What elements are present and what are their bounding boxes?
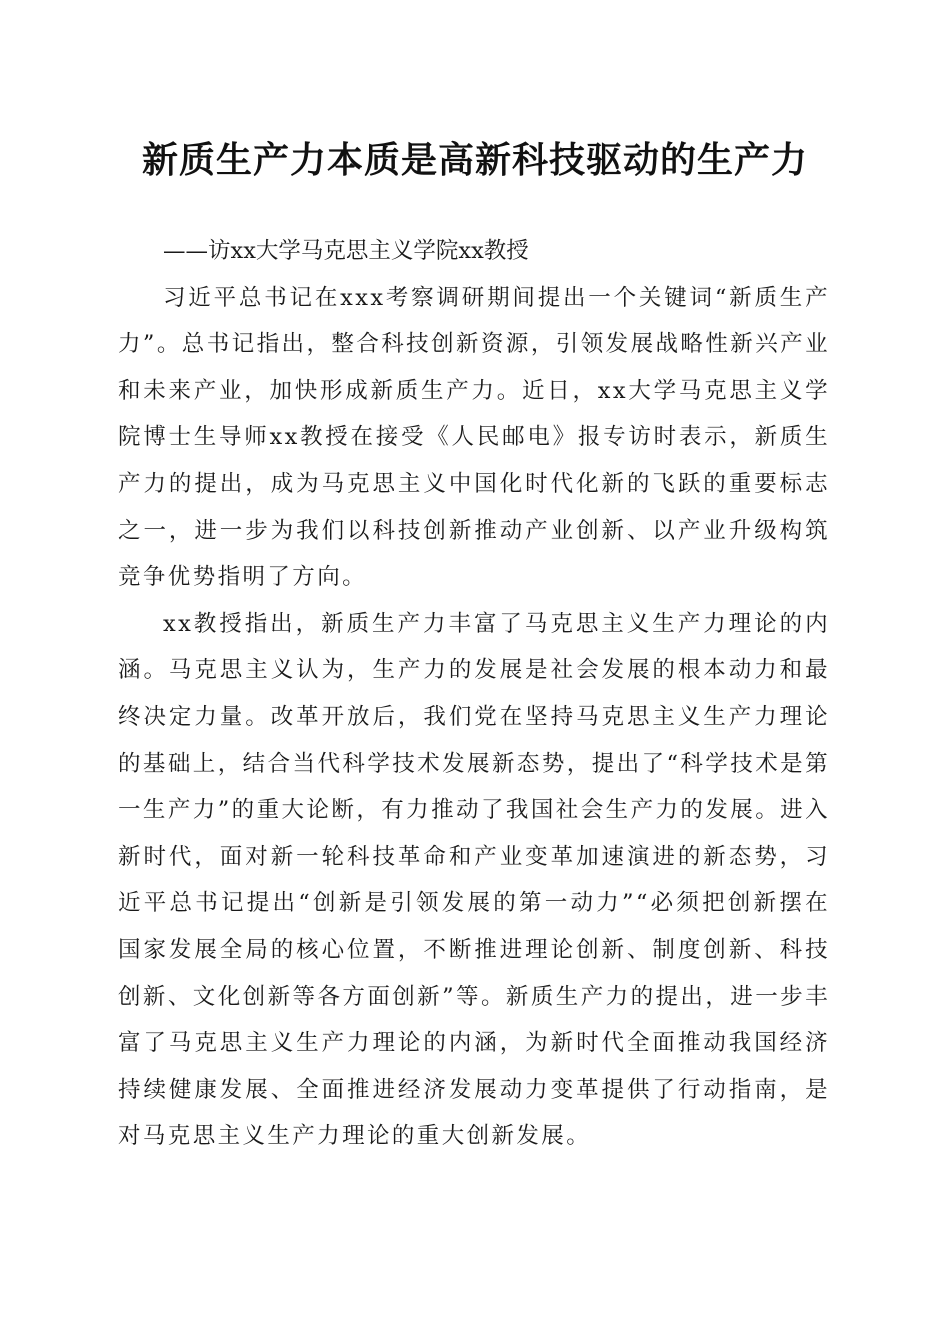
document-title: 新质生产力本质是高新科技驱动的生产力 bbox=[141, 139, 808, 181]
document-subtitle: ——访xx大学马克思主义学院xx教授 bbox=[163, 238, 529, 264]
paragraph-1: 习近平总书记在xxx考察调研期间提出一个关键词“新质生产力”。总书记指出，整合科技创新资源，引领发展战略性新兴产业和未来产业，加快形成新质生产力。近日，xx大学马克思主义学院博士生导师xx教授在接受《人民邮电》报专访时表示，新质生产力的提出，成为马克思主义中国化时代化新的飞跃的重要标志之一，进一步为我们以科技创新推动产业创新、以产业升级构筑竞争优势指明了方向。 bbox=[118, 284, 830, 591]
paragraph-2: xx教授指出，新质生产力丰富了马克思主义生产力理论的内涵。马克思主义认为，生产力的发展是社会发展的根本动力和最终决定力量。改革开放后，我们党在坚持马克思主义生产力理论的基础上，结合当代科学技术发展新态势，提出了“科学技术是第一生产力”的重大论断，有力推动了我国社会生产力的发展。进入新时代，面对新一轮科技革命和产业变革加速演进的新态势，习近平总书记提出“创新是引领发展的第一动力”“必须把创新摆在国家发展全局的核心位置，不断推进理论创新、制度创新、科技创新、文化创新等各方面创新”等。新质生产力的提出，进一步丰富了马克思主义生产力理论的内涵，为新时代全面推动我国经济持续健康发展、全面推进经济发展动力变革提供了行动指南，是对马克思主义生产力理论的重大创新发展。 bbox=[118, 610, 830, 1150]
document-body bbox=[118, 228, 830, 1160]
